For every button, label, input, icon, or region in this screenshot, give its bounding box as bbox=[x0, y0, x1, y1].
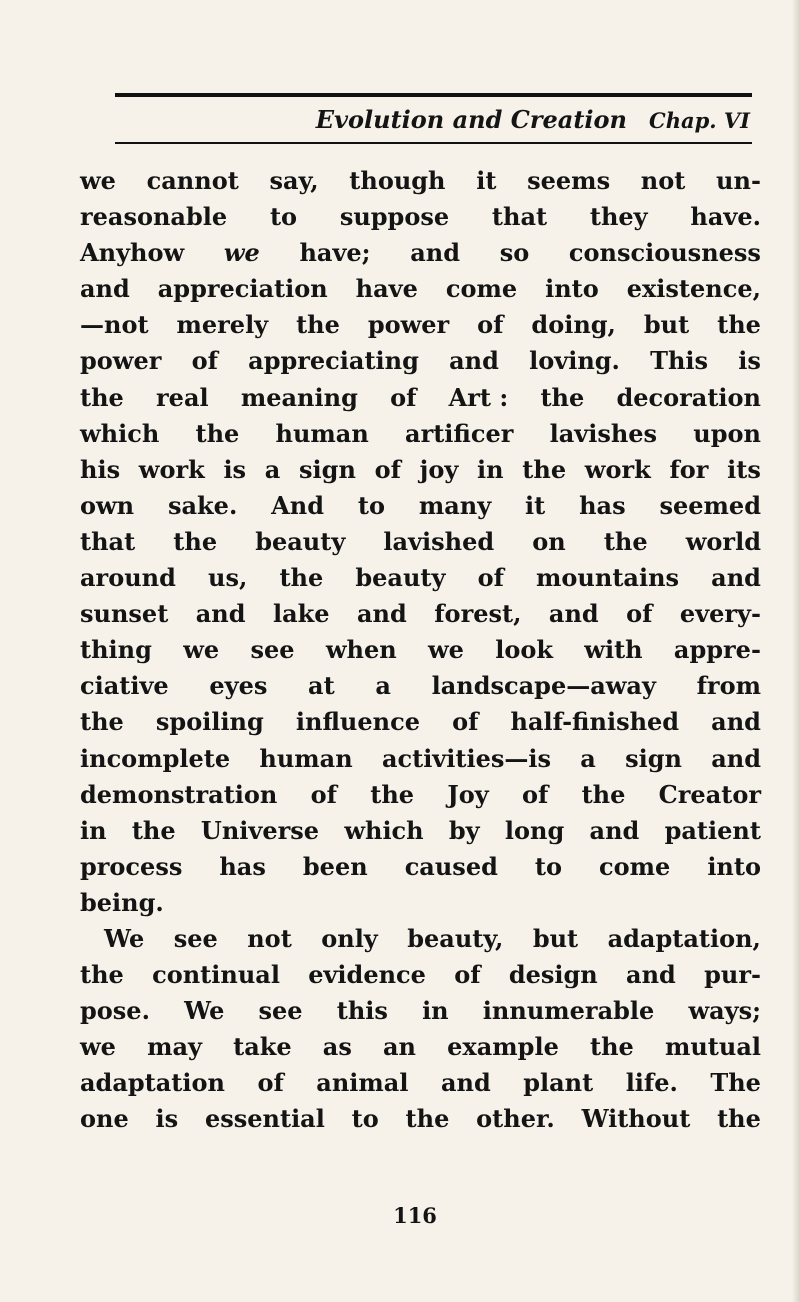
word: and bbox=[357, 599, 407, 629]
header-bottom-rule bbox=[115, 142, 752, 144]
word: and bbox=[80, 274, 130, 304]
text-line bbox=[80, 777, 761, 813]
word: artificer bbox=[405, 418, 514, 448]
word: of bbox=[454, 960, 481, 990]
word: patient bbox=[664, 815, 761, 845]
text-line bbox=[80, 1065, 761, 1101]
word: lavishes bbox=[549, 418, 658, 448]
body-text bbox=[80, 163, 761, 1138]
word: and bbox=[548, 599, 599, 629]
word: appre- bbox=[673, 635, 761, 665]
word: beauty bbox=[355, 563, 446, 593]
word: every- bbox=[679, 599, 761, 629]
word: not bbox=[640, 166, 686, 195]
word: work bbox=[584, 454, 651, 484]
word: merely bbox=[176, 310, 269, 340]
word: see bbox=[258, 996, 303, 1026]
word: at bbox=[308, 671, 335, 701]
running-header bbox=[115, 93, 752, 144]
word: and bbox=[589, 815, 640, 845]
word: into bbox=[707, 851, 761, 881]
word: only bbox=[321, 923, 378, 953]
word: it bbox=[525, 490, 546, 520]
word: its bbox=[727, 454, 761, 484]
word: beauty, bbox=[407, 923, 504, 953]
word: appreciating bbox=[248, 346, 419, 376]
text-line bbox=[80, 1101, 761, 1137]
running-head bbox=[115, 103, 752, 138]
word: around bbox=[80, 563, 176, 593]
word: but bbox=[643, 310, 690, 340]
word: other. bbox=[476, 1104, 555, 1134]
text-line bbox=[80, 596, 761, 632]
word: that bbox=[80, 526, 136, 556]
word: beauty bbox=[255, 526, 346, 556]
word: have. bbox=[690, 202, 761, 232]
word: of bbox=[521, 779, 549, 809]
word: un- bbox=[716, 166, 761, 195]
word: not bbox=[247, 923, 292, 953]
word: the bbox=[80, 707, 124, 737]
text-line bbox=[80, 704, 761, 740]
word: as bbox=[322, 1032, 352, 1062]
word: the bbox=[131, 815, 176, 845]
word: so bbox=[499, 238, 530, 268]
word: pur- bbox=[704, 960, 761, 990]
word: an bbox=[383, 1032, 416, 1062]
word: lake bbox=[272, 599, 330, 629]
text-line bbox=[80, 452, 761, 488]
word: meaning bbox=[240, 382, 358, 412]
word: incomplete bbox=[80, 743, 231, 773]
word: human bbox=[275, 418, 369, 448]
word: many bbox=[418, 490, 492, 520]
word: which bbox=[80, 418, 160, 448]
word: of bbox=[477, 310, 504, 340]
word: Art : bbox=[448, 382, 509, 412]
word: which bbox=[344, 815, 424, 845]
text-line bbox=[80, 488, 761, 524]
text-line bbox=[80, 560, 761, 596]
word: have; bbox=[299, 238, 371, 268]
page-number: 116 bbox=[393, 1203, 437, 1228]
word: come bbox=[599, 851, 671, 881]
word: of bbox=[257, 1068, 284, 1098]
word: in bbox=[477, 454, 504, 484]
word: eyes bbox=[209, 671, 268, 701]
word: we bbox=[183, 635, 220, 665]
word: Joy bbox=[447, 779, 489, 809]
word: own bbox=[80, 490, 135, 520]
word: his bbox=[80, 454, 121, 484]
word: has bbox=[579, 490, 626, 520]
word: it bbox=[476, 166, 497, 195]
word: we bbox=[80, 1032, 116, 1062]
word: activities—is bbox=[381, 743, 551, 773]
word: being. bbox=[80, 887, 164, 917]
word: the bbox=[603, 526, 648, 556]
word: demonstration bbox=[80, 779, 278, 809]
word: say, bbox=[269, 166, 319, 195]
word: sunset bbox=[80, 599, 169, 629]
word: a bbox=[375, 671, 391, 701]
word: the bbox=[195, 418, 240, 448]
word: though bbox=[349, 166, 446, 195]
word: and bbox=[626, 960, 676, 990]
word: sake. bbox=[167, 490, 238, 520]
word: evidence bbox=[308, 960, 426, 990]
word: the bbox=[296, 310, 340, 340]
word: And bbox=[271, 490, 325, 520]
word: for bbox=[669, 454, 709, 484]
word: The bbox=[710, 1068, 761, 1098]
word: by bbox=[448, 815, 480, 845]
text-line bbox=[80, 1029, 761, 1065]
word: to bbox=[269, 202, 298, 232]
word: pose. bbox=[80, 996, 150, 1026]
word: the bbox=[405, 1104, 450, 1134]
text-line bbox=[80, 380, 761, 416]
word: joy bbox=[419, 454, 459, 484]
word: animal bbox=[316, 1068, 409, 1098]
word: of bbox=[626, 599, 653, 629]
word: into bbox=[545, 274, 599, 304]
word: ciative bbox=[80, 671, 169, 701]
word: the bbox=[717, 1104, 761, 1134]
text-line bbox=[80, 849, 761, 885]
word: Creator bbox=[658, 779, 761, 809]
word: thing bbox=[80, 635, 152, 665]
word: loving. bbox=[529, 346, 620, 376]
word: ways; bbox=[688, 996, 761, 1026]
word: have bbox=[355, 274, 418, 304]
word: of bbox=[374, 454, 401, 484]
word: mountains bbox=[536, 563, 680, 593]
book-title: Evolution and Creation bbox=[315, 105, 627, 134]
word: plant bbox=[523, 1068, 594, 1098]
word: and bbox=[711, 707, 761, 737]
word: to bbox=[534, 851, 562, 881]
text-line bbox=[80, 271, 761, 307]
word: of bbox=[191, 346, 218, 376]
word: a bbox=[580, 743, 596, 773]
word: seems bbox=[527, 166, 611, 195]
word: we bbox=[223, 238, 260, 268]
word: adaptation, bbox=[607, 923, 761, 953]
word: continual bbox=[152, 960, 280, 990]
text-line bbox=[80, 993, 761, 1029]
word: world bbox=[685, 526, 761, 556]
word: of bbox=[390, 382, 417, 412]
word: from bbox=[696, 671, 761, 701]
word: innumerable bbox=[482, 996, 655, 1026]
text-line bbox=[80, 307, 761, 343]
word: example bbox=[447, 1032, 559, 1062]
word: mutual bbox=[664, 1032, 761, 1062]
word: work bbox=[138, 454, 205, 484]
word: the bbox=[173, 526, 218, 556]
word: upon bbox=[693, 418, 761, 448]
word: process bbox=[80, 851, 183, 881]
word: consciousness bbox=[568, 238, 761, 268]
word: of bbox=[310, 779, 337, 809]
word: and bbox=[449, 346, 499, 376]
word: the bbox=[589, 1032, 634, 1062]
word: in bbox=[80, 815, 107, 845]
word: life. bbox=[625, 1068, 678, 1098]
text-line bbox=[80, 343, 761, 379]
text-line bbox=[80, 524, 761, 560]
word: lavished bbox=[383, 526, 495, 556]
chapter-label: Chap. VI bbox=[648, 108, 750, 133]
word: reasonable bbox=[80, 202, 228, 232]
text-line bbox=[80, 885, 761, 921]
word: on bbox=[532, 526, 566, 556]
word: influence bbox=[295, 707, 420, 737]
word: and bbox=[711, 563, 761, 593]
word: forest, bbox=[434, 599, 522, 629]
word: may bbox=[147, 1032, 202, 1062]
word: in bbox=[422, 996, 449, 1026]
word: This bbox=[650, 346, 709, 376]
word: power bbox=[367, 310, 450, 340]
text-line bbox=[80, 235, 761, 271]
word: spoiling bbox=[155, 707, 264, 737]
word: this bbox=[336, 996, 388, 1026]
word: of bbox=[477, 563, 504, 593]
word: caused bbox=[404, 851, 498, 881]
word: they bbox=[589, 202, 648, 232]
word: existence, bbox=[626, 274, 761, 304]
word: us, bbox=[208, 563, 248, 593]
word: look bbox=[495, 635, 553, 665]
word: but bbox=[532, 923, 579, 953]
word: adaptation bbox=[80, 1068, 225, 1098]
word: has bbox=[219, 851, 266, 881]
word: sign bbox=[299, 454, 356, 484]
word: long bbox=[504, 815, 565, 845]
word: decoration bbox=[616, 382, 761, 412]
word: one bbox=[80, 1104, 129, 1134]
word: to bbox=[351, 1104, 379, 1134]
word: We bbox=[184, 996, 225, 1026]
word: Anyhow bbox=[80, 238, 185, 268]
word: appreciation bbox=[157, 274, 328, 304]
word: landscape—away bbox=[431, 671, 656, 701]
word: the bbox=[370, 779, 415, 809]
word: the bbox=[80, 960, 124, 990]
word: and bbox=[195, 599, 246, 629]
word: been bbox=[302, 851, 368, 881]
word: the bbox=[717, 310, 761, 340]
word: —not bbox=[80, 310, 149, 340]
word: the bbox=[540, 382, 585, 412]
word: when bbox=[325, 635, 397, 665]
header-top-rule bbox=[115, 93, 752, 97]
word: with bbox=[584, 635, 643, 665]
word: of bbox=[452, 707, 479, 737]
word: take bbox=[233, 1032, 292, 1062]
word: suppose bbox=[339, 202, 450, 232]
word: is bbox=[155, 1104, 179, 1134]
word: to bbox=[357, 490, 385, 520]
word: real bbox=[156, 382, 209, 412]
word: human bbox=[259, 743, 353, 773]
word: design bbox=[508, 960, 598, 990]
word: we bbox=[427, 635, 464, 665]
text-line bbox=[80, 741, 761, 777]
page-edge-shadow bbox=[792, 0, 800, 1302]
word: is bbox=[738, 346, 761, 376]
word: seemed bbox=[659, 490, 761, 520]
word: see bbox=[250, 635, 295, 665]
word: Without bbox=[581, 1104, 691, 1134]
text-line bbox=[80, 632, 761, 668]
text-line bbox=[80, 921, 761, 957]
word: the bbox=[581, 779, 626, 809]
word: and bbox=[410, 238, 460, 268]
word: Universe bbox=[200, 815, 320, 845]
word: and bbox=[711, 743, 761, 773]
word: sign bbox=[625, 743, 682, 773]
word: the bbox=[279, 563, 324, 593]
word: the bbox=[522, 454, 567, 484]
word: power bbox=[80, 346, 162, 376]
word: half-finished bbox=[510, 707, 680, 737]
word: cannot bbox=[146, 166, 239, 195]
word: the bbox=[80, 382, 124, 412]
word: We bbox=[104, 923, 145, 953]
word: and bbox=[440, 1068, 491, 1098]
text-line bbox=[80, 199, 761, 235]
word: see bbox=[173, 923, 218, 953]
word: we bbox=[80, 166, 116, 195]
word: a bbox=[264, 454, 281, 484]
word: come bbox=[445, 274, 518, 304]
text-line bbox=[80, 813, 761, 849]
word: essential bbox=[204, 1104, 325, 1134]
text-line bbox=[80, 416, 761, 452]
text-line bbox=[80, 668, 761, 704]
text-line bbox=[80, 163, 761, 199]
word: doing, bbox=[531, 310, 616, 340]
text-line bbox=[80, 957, 761, 993]
word: is bbox=[223, 454, 247, 484]
word: that bbox=[491, 202, 548, 232]
